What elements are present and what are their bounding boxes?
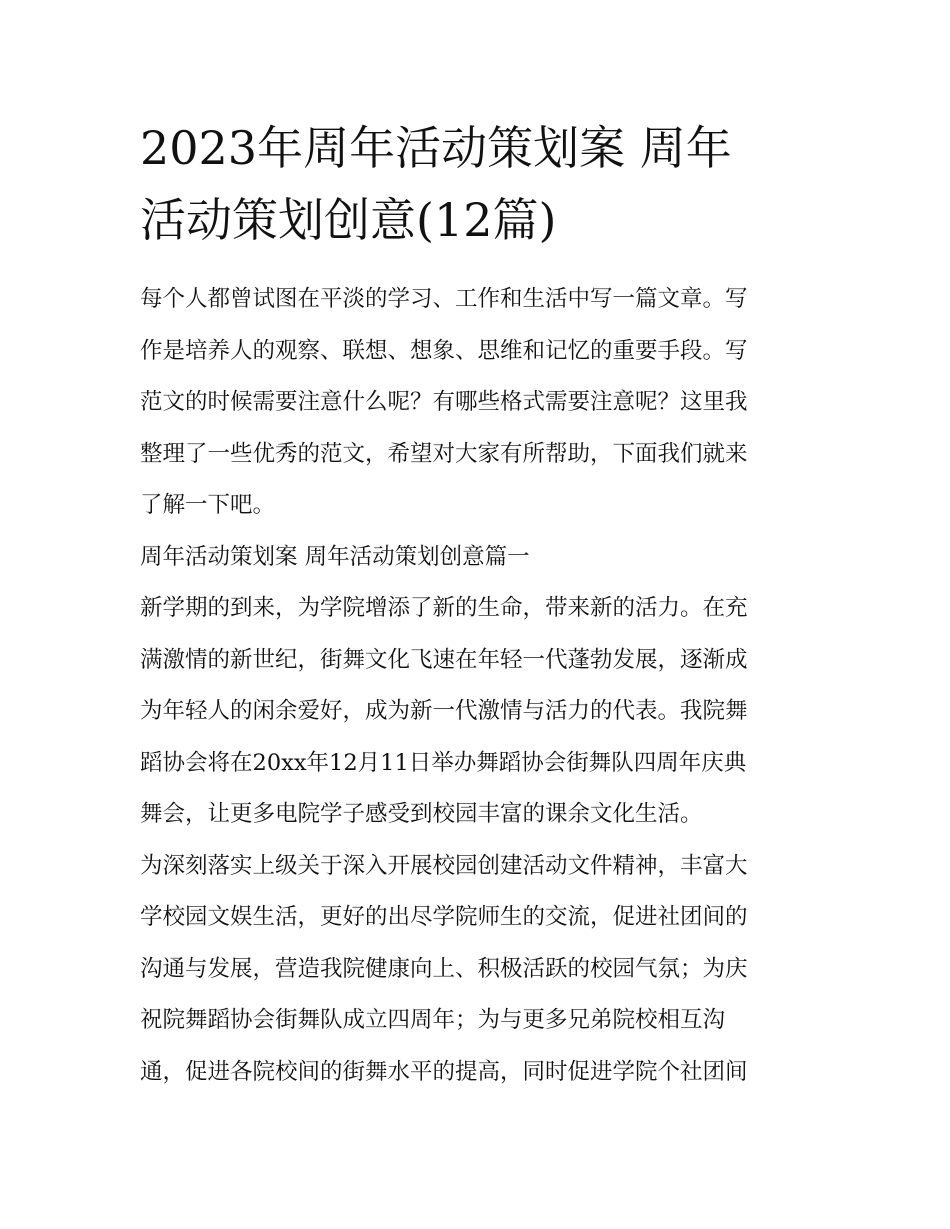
title-line-1: 2023年周年活动策划案 周年 bbox=[140, 121, 732, 175]
paragraph-line: 为深刻落实上级关于深入开展校园创建活动文件精神，丰富大 bbox=[140, 852, 748, 879]
document-page bbox=[140, 112, 812, 1098]
document-title bbox=[140, 112, 812, 256]
intro-line: 每个人都曾试图在平淡的学习、工作和生活中写一篇文章。写 bbox=[140, 286, 748, 312]
title-line-2: 活动策划创意(12篇) bbox=[140, 193, 557, 247]
paragraph-line: 新学期的到来，为学院增添了新的生命，带来新的活力。在充 bbox=[140, 595, 748, 621]
intro-line: 了解一下吧。 bbox=[140, 492, 276, 518]
paragraph-line: 祝院舞蹈协会街舞队成立四周年；为与更多兄弟院校相互沟 bbox=[140, 1007, 726, 1033]
paragraph-line: 学校园文娱生活，更好的出尽学院师生的交流，促进社团间的 bbox=[140, 904, 748, 930]
section-heading: 周年活动策划案 周年活动策划创意篇一 bbox=[140, 543, 530, 570]
intro-line: 作是培养人的观察、联想、想象、思维和记忆的重要手段。写 bbox=[140, 337, 748, 364]
intro-line: 范文的时候需要注意什么呢？有哪些格式需要注意呢？这里我 bbox=[140, 389, 748, 415]
paragraph-line: 满激情的新世纪，街舞文化飞速在年轻一代蓬勃发展，逐渐成 bbox=[140, 646, 748, 673]
paragraph-line: 为年轻人的闲余爱好，成为新一代激情与活力的代表。我院舞 bbox=[140, 698, 748, 724]
paragraph-line: 通，促进各院校间的街舞水平的提高，同时促进学院个社团间 bbox=[140, 1058, 748, 1085]
paragraph-line: 舞会，让更多电院学子感受到校园丰富的课余文化生活。 bbox=[140, 801, 703, 827]
paragraph-line: 蹈协会将在20xx年12月11日举办舞蹈协会街舞队四周年庆典 bbox=[140, 749, 747, 776]
body-paragraph-2 bbox=[140, 841, 812, 1099]
paragraph-line: 沟通与发展，营造我院健康向上、积极活跃的校园气氛；为庆 bbox=[140, 955, 748, 982]
body-paragraph-1 bbox=[140, 583, 812, 841]
intro-line: 整理了一些优秀的范文，希望对大家有所帮助，下面我们就来 bbox=[140, 440, 748, 467]
intro-paragraph bbox=[140, 274, 812, 532]
